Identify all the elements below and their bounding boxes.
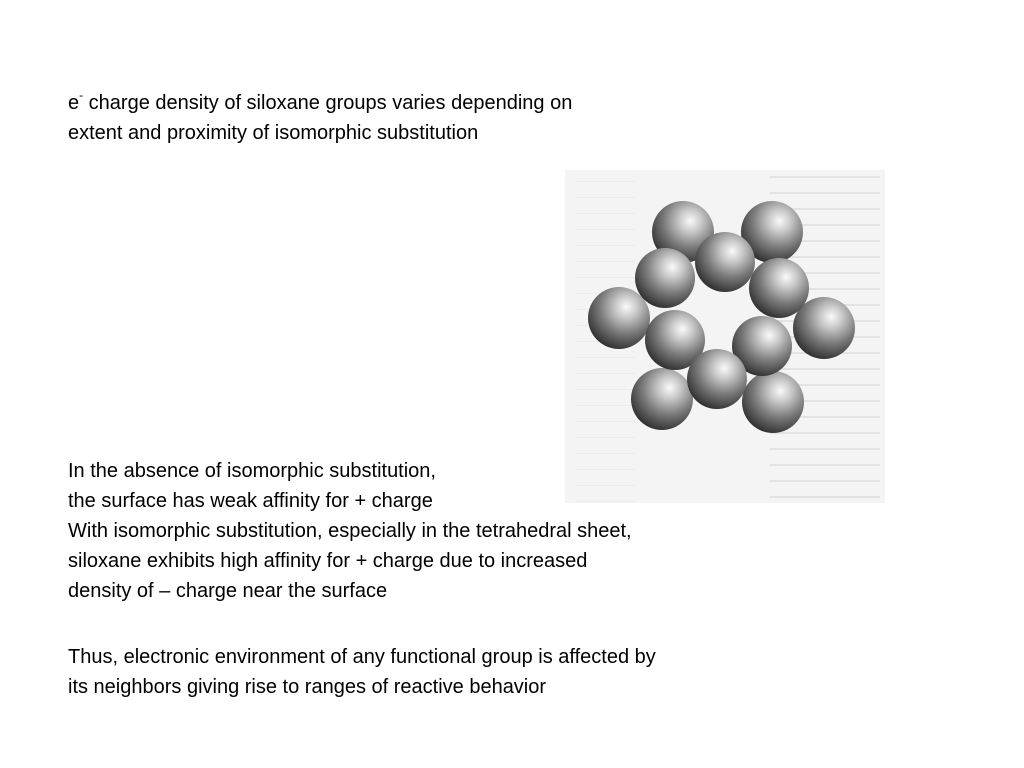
negative-superscript: - [79, 88, 84, 103]
body-line-1: In the absence of isomorphic substitution, [68, 460, 436, 482]
electron-symbol: e [68, 92, 80, 114]
conclusion-line-1: Thus, electronic environment of any functional group is affected by [68, 646, 656, 668]
body-line-3: With isomorphic substitution, especially in the tetrahedral sheet, [68, 520, 632, 542]
sphere [635, 248, 695, 308]
conclusion-paragraph [68, 642, 656, 702]
sphere [588, 287, 650, 349]
intro-line-1-text: charge density of siloxane groups varies depending on [83, 92, 573, 114]
sphere [749, 258, 809, 318]
siloxane-ring-figure [565, 170, 885, 503]
intro-line-1 [68, 88, 572, 118]
sphere [687, 349, 747, 409]
conclusion-line-2: its neighbors giving rise to ranges of reactive behavior [68, 676, 547, 698]
substitution-paragraph [68, 456, 632, 606]
body-line-4: siloxane exhibits high affinity for + charge due to increased [68, 550, 588, 572]
body-line-2: the surface has weak affinity for + charge [68, 490, 433, 512]
siloxane-ring-spheres-icon [565, 170, 885, 503]
body-line-5: density of – charge near the surface [68, 580, 388, 602]
sphere [695, 232, 755, 292]
sphere [742, 371, 804, 433]
intro-line-2: extent and proximity of isomorphic substitution [68, 122, 479, 144]
intro-paragraph [68, 88, 572, 148]
sphere [631, 368, 693, 430]
